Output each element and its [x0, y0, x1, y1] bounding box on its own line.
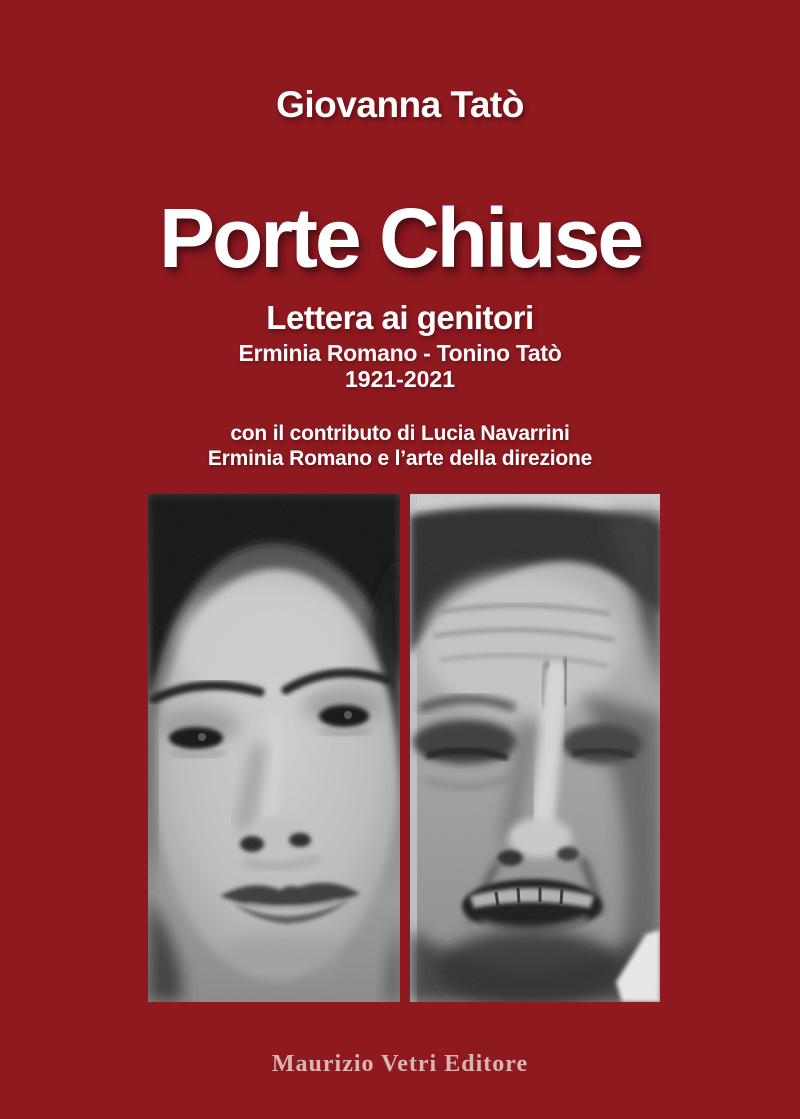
years-range: 1921-2021 — [345, 366, 455, 392]
contribution-line-2: Erminia Romano e l’arte della direzione — [207, 447, 593, 470]
dedicatees-names: Erminia Romano - Tonino Tatò — [238, 340, 562, 366]
contribution-line-1: con il contributo di Lucia Navarrini — [230, 422, 570, 445]
man-portrait-illustration — [410, 494, 660, 1002]
contribution-note — [0, 421, 800, 471]
book-title: Porte Chiuse — [158, 191, 642, 285]
man-portrait-photo — [410, 494, 660, 1002]
photo-strip — [148, 494, 660, 1002]
woman-portrait-photo — [148, 494, 400, 1002]
woman-portrait-illustration — [148, 494, 400, 1002]
publisher-name: Maurizio Vetri Editore — [271, 1051, 529, 1077]
book-subtitle: Lettera ai genitori — [266, 299, 534, 336]
author-name: Giovanna Tatò — [276, 84, 524, 125]
